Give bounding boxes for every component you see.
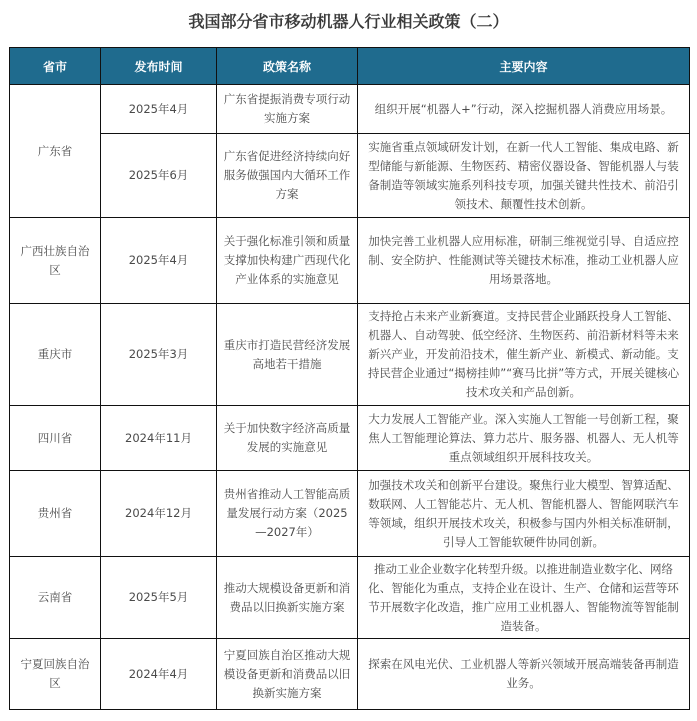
- policy-cell: 贵州省推动人工智能高质量发展行动方案（2025—2027年）: [217, 471, 358, 557]
- table-row: [10, 218, 690, 304]
- header-date: 发布时间: [101, 48, 217, 85]
- content-cell: 支持抢占未来产业新赛道。支持民营企业踊跃投身人工智能、机器人、自动驾驶、低空经济、生物医药、前沿新材料等未来新兴产业，开发前沿技术，催生新产业、新模式、新动能。支持民营企业通过“揭榜挂帅”“赛马比拼”等方式，开展关键核心技术攻关和产品创新。: [358, 304, 690, 406]
- table-row: [10, 471, 690, 557]
- content-cell: 实施省重点领域研发计划，在新一代人工智能、集成电路、新型储能与新能源、生物医药、精密仪器设备、智能机器人与装备制造等领域实施系列科技专项，加强关键共性技术、前沿引领技术、颠覆性技术创新。: [358, 134, 690, 218]
- province-cell: 贵州省: [10, 471, 101, 557]
- province-cell: 宁夏回族自治区: [10, 639, 101, 710]
- province-cell: 广东省: [10, 85, 101, 218]
- policy-cell: 广东省促进经济持续向好服务做强国内大循环工作方案: [217, 134, 358, 218]
- date-cell: 2025年4月: [101, 85, 217, 134]
- page-title: 我国部分省市移动机器人行业相关政策（二）: [188, 12, 509, 31]
- policy-cell: 推动大规模设备更新和消费品以旧换新实施方案: [217, 557, 358, 639]
- table-row: [10, 85, 690, 134]
- date-cell: 2025年6月: [101, 134, 217, 218]
- content-cell: 推动工业企业数字化转型升级。以推进制造业数字化、网络化、智能化为重点，支持企业在设计、生产、仓储和运营等环节开展数字化改造，推广应用工业机器人、智能物流等智能制造装备。: [358, 557, 690, 639]
- date-cell: 2024年11月: [101, 406, 217, 471]
- table-row: [10, 304, 690, 406]
- policy-cell: 广东省提振消费专项行动实施方案: [217, 85, 358, 134]
- header-content: 主要内容: [358, 48, 690, 85]
- content-cell: 加快完善工业机器人应用标准，研制三维视觉引导、自适应控制、安全防护、性能测试等关键技术标准，推动工业机器人应用场景落地。: [358, 218, 690, 304]
- province-cell: 重庆市: [10, 304, 101, 406]
- content-cell: 大力发展人工智能产业。深入实施人工智能一号创新工程，聚焦人工智能理论算法、算力芯片、服务器、机器人、无人机等重点领域组织开展科技攻关。: [358, 406, 690, 471]
- date-cell: 2024年4月: [101, 639, 217, 710]
- table-row: [10, 134, 690, 218]
- content-cell: 加强技术攻关和创新平台建设。聚焦行业大模型、智算适配、数联网、人工智能芯片、无人机、智能机器人、智能网联汽车等领域，组织开展技术攻关，积极参与国内外相关标准研制，引导人工智能软硬件协同创新。: [358, 471, 690, 557]
- table-row: [10, 406, 690, 471]
- province-cell: 云南省: [10, 557, 101, 639]
- table-row: [10, 639, 690, 710]
- province-cell: 广西壮族自治区: [10, 218, 101, 304]
- date-cell: 2025年3月: [101, 304, 217, 406]
- policy-table: [9, 47, 690, 710]
- policy-cell: 关于加快数字经济高质量发展的实施意见: [217, 406, 358, 471]
- province-cell: 四川省: [10, 406, 101, 471]
- date-cell: 2025年4月: [101, 218, 217, 304]
- table-header-row: [10, 48, 690, 85]
- policy-cell: 宁夏回族自治区推动大规模设备更新和消费品以旧换新实施方案: [217, 639, 358, 710]
- header-policy: 政策名称: [217, 48, 358, 85]
- policy-cell: 重庆市打造民营经济发展高地若干措施: [217, 304, 358, 406]
- content-cell: 组织开展“机器人+”行动，深入挖掘机器人消费应用场景。: [358, 85, 690, 134]
- header-province: 省市: [10, 48, 101, 85]
- date-cell: 2025年5月: [101, 557, 217, 639]
- table-row: [10, 557, 690, 639]
- policy-cell: 关于强化标准引领和质量支撑加快构建广西现代化产业体系的实施意见: [217, 218, 358, 304]
- content-cell: 探索在风电光伏、工业机器人等新兴领域开展高端装备再制造业务。: [358, 639, 690, 710]
- date-cell: 2024年12月: [101, 471, 217, 557]
